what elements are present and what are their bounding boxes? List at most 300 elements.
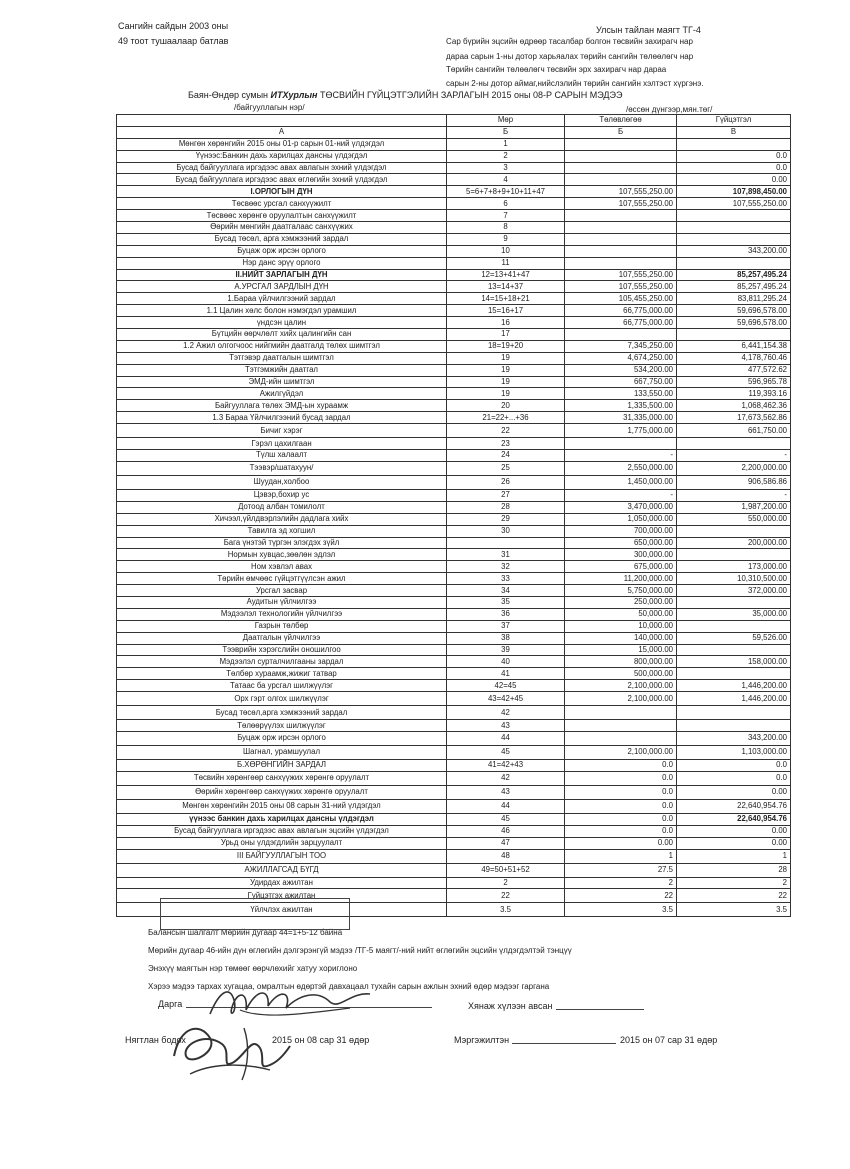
row-line-cell: 1 [447,138,565,150]
row-label-cell: Дотоод албан томилолт [117,501,447,513]
letter-cell: Б [447,126,565,138]
row-label-cell: Тээврийн хэрэгслийн оношилгоо [117,644,447,656]
table-row [117,877,791,889]
row-plan-cell: 0.0 [565,759,677,771]
table-row [117,720,791,732]
row-label-cell: Бусад төсөл, арга хэмжээний зардал [117,233,447,245]
row-line-cell: 19 [447,388,565,400]
row-actual-cell: 0.00 [677,825,791,837]
row-label-cell: ЭМД-ийн шимтгэл [117,376,447,388]
row-line-cell: 5=6+7+8+9+10+11+47 [447,186,565,198]
row-line-cell: 19 [447,376,565,388]
row-line-cell: 20 [447,400,565,412]
row-plan-cell [565,438,677,450]
row-line-cell: 3.5 [447,903,565,917]
row-actual-cell: 0.0 [677,150,791,162]
table-row [117,537,791,549]
row-label-cell: Мэдээлэл сурталчилгааны зардал [117,656,447,668]
row-label-cell: Бусад төсөл,арга хэмжээний зардал [117,706,447,720]
row-label-cell: Мэдээлэл технологийн үйлчилгээ [117,608,447,620]
row-plan-cell [565,138,677,150]
received-signature-line [556,1009,644,1010]
row-label-cell: Тэтгэвэр даатгалын шимтгэл [117,352,447,364]
submission-note-3: Төрийн сангийн төлөөлөгч төсвийн эрх захирагч нар дараа [446,65,667,74]
row-label-cell: ІІ.НИЙТ ЗАРЛАГЫН ДҮН [117,269,447,281]
row-actual-cell [677,138,791,150]
row-plan-cell: 300,000.00 [565,549,677,561]
table-row [117,799,791,813]
row-plan-cell [565,706,677,720]
table-row [117,257,791,269]
row-label-cell: Мөнгөн хөрөнгийн 2015 оны 08 сарын 31-ний үлдэгдэл [117,799,447,813]
table-row [117,596,791,608]
row-line-cell: 47 [447,837,565,849]
row-plan-cell: 675,000.00 [565,561,677,573]
table-row [117,644,791,656]
row-line-cell: 19 [447,352,565,364]
received-signature-label: Хянаж хүлээн авсан [468,1001,553,1011]
row-actual-cell: 1 [677,849,791,863]
row-line-cell: 18=19+20 [447,340,565,352]
row-actual-cell: 85,257,495.24 [677,269,791,281]
deadline-note: Хэрээ мэдээ тархах хугацаа, омралтын өдөртэй давхацаал тухайн сарын ажлын эхний өдөр мэдээг гаргана [148,982,550,991]
row-label-cell: үүнээс банкин дахь харилцах дансны үлдэгдэл [117,813,447,825]
row-actual-cell [677,222,791,234]
letter-cell: Б [565,126,677,138]
row-plan-cell: 0.0 [565,813,677,825]
table-row [117,525,791,537]
row-plan-cell: 1,450,000.00 [565,475,677,489]
row-plan-cell: 1 [565,849,677,863]
row-label-cell: Төсвөөс урсгал санхүүжилт [117,198,447,210]
table-row [117,785,791,799]
row-actual-cell: 0.00 [677,174,791,186]
table-row [117,400,791,412]
row-label-cell: Төсвөөс хөрөнгө оруулалтын санхүүжилт [117,210,447,222]
row-actual-cell: 85,257,495.24 [677,281,791,293]
row-plan-cell [565,245,677,257]
row-actual-cell: 59,526.00 [677,632,791,644]
table-row [117,174,791,186]
row-line-cell: 44 [447,799,565,813]
table-row [117,863,791,877]
row-label-cell: Урьд оны үлдэгдлийн зарцуулалт [117,837,447,849]
table-row [117,269,791,281]
balance-check-note: Балансын шалгалт Мөрийн дугаар 44=1+5-12 байна [148,928,343,937]
row-plan-cell [565,720,677,732]
row-actual-cell: 0.00 [677,837,791,849]
row-plan-cell: 0.0 [565,785,677,799]
form-change-note: Энэхүү маягтын нэр төмөөг өөрчлөхийг хатуу хориглоно [148,964,358,973]
row-line-cell: 34 [447,585,565,597]
row-line-cell: 23 [447,438,565,450]
report-title [188,89,622,101]
row-actual-cell: 661,750.00 [677,424,791,438]
table-row [117,305,791,317]
submission-note-1: Сар бүрийн эцсийн өдрөөр тасалбар болгон төсвийн захирагч нар [446,37,693,46]
row-line-cell: 19 [447,364,565,376]
row-label-cell: Татаас ба урсгал шилжүүлэг [117,680,447,692]
row-line-cell: 48 [447,849,565,863]
row-label-cell: Бичиг хэрэг [117,424,447,438]
row-plan-cell: 2,100,000.00 [565,692,677,706]
row-line-cell: 22 [447,889,565,903]
row-label-cell: Шагнал, урамшуулал [117,745,447,759]
row-actual-cell: 107,555,250.00 [677,198,791,210]
row-line-cell: 42=45 [447,680,565,692]
table-row [117,706,791,720]
row-line-cell: 39 [447,644,565,656]
head-signature-label: Дарга [158,999,183,1009]
stamp-frame [160,898,350,930]
row-line-cell: 43 [447,785,565,799]
organization-name: ИТХурлын [270,90,318,100]
row-actual-cell: 59,696,578.00 [677,305,791,317]
table-row [117,281,791,293]
row-line-cell: 38 [447,632,565,644]
header-cell-line: Мөр [447,115,565,127]
row-actual-cell: 59,696,578.00 [677,317,791,329]
row-actual-cell: 0.0 [677,162,791,174]
specialist-signature-line [512,1043,616,1044]
row-label-cell: 1.1 Цалин хөлс болон нэмэгдэл урамшил [117,305,447,317]
row-line-cell: 27 [447,489,565,501]
row-actual-cell: 343,200.00 [677,731,791,745]
submission-note-4: сарын 2-ны дотор аймаг,нийслэлийн төрийн сангийн хэлтэст хүргэнэ. [446,79,704,88]
row-label-cell: Үйлчлэх ажилтан [117,903,447,917]
row-line-cell: 35 [447,596,565,608]
table-row [117,222,791,234]
row-label-cell: Буцаж орж ирсэн орлого [117,245,447,257]
row-plan-cell: 22 [565,889,677,903]
table-row [117,424,791,438]
row-plan-cell [565,222,677,234]
row-line-cell: 41=42+43 [447,759,565,771]
row-plan-cell: 1,335,500.00 [565,400,677,412]
row-label-cell: Тээвэр/шатахуун/ [117,461,447,475]
row-actual-cell: 158,000.00 [677,656,791,668]
row-actual-cell [677,644,791,656]
row-plan-cell: 2,100,000.00 [565,680,677,692]
row-plan-cell: 5,750,000.00 [565,585,677,597]
row-label-cell: Б.ХӨРӨНГИЙН ЗАРДАЛ [117,759,447,771]
row-plan-cell: 0.00 [565,837,677,849]
row-line-cell: 37 [447,620,565,632]
row-line-cell: 2 [447,150,565,162]
row-actual-cell [677,596,791,608]
row-plan-cell: 105,455,250.00 [565,293,677,305]
row-line-cell: 25 [447,461,565,475]
row-label-cell: Үүнээс:Банкин дахь харилцах дансны үлдэгдэл [117,150,447,162]
row-plan-cell: 250,000.00 [565,596,677,608]
row-label-cell: Гэрэл цахилгаан [117,438,447,450]
specialist-date: 2015 он 07 сар 31 өдөр [620,1035,718,1045]
row-plan-cell: - [565,450,677,462]
row-actual-cell: 173,000.00 [677,561,791,573]
row-label-cell: Бусад байгууллага иргэдээс авах авлагын эхний үлдэгдэл [117,162,447,174]
row-label-cell: Бусад байгууллага иргэдээс авах авлагын эцсийн үлдэгдэл [117,825,447,837]
row-label-cell: Нэр данс эрүү орлого [117,257,447,269]
row-actual-cell: 28 [677,863,791,877]
row-label-cell: Гүйцэтгэх ажилтан [117,889,447,903]
row-label-cell: Төлөөрүүлэх шилжүүлэг [117,720,447,732]
table-row [117,461,791,475]
row-actual-cell [677,233,791,245]
header-cell-label [117,115,447,127]
row-plan-cell: 66,775,000.00 [565,317,677,329]
row-label-cell: Байгууллага төлөх ЭМД-ын хураамж [117,400,447,412]
row-actual-cell: 372,000.00 [677,585,791,597]
table-row [117,317,791,329]
row-actual-cell: 1,068,462.36 [677,400,791,412]
table-row [117,549,791,561]
row-label-cell: 1.Бараа үйлчилгээний зардал [117,293,447,305]
row-actual-cell: 477,572.62 [677,364,791,376]
row-line-cell: 16 [447,317,565,329]
row-actual-cell: 22 [677,889,791,903]
row-line-cell: 28 [447,501,565,513]
row-line-cell: 4 [447,174,565,186]
table-row [117,162,791,174]
row-plan-cell: 667,750.00 [565,376,677,388]
row-label-cell: Удирдах ажилтан [117,877,447,889]
row-label-cell: Цэвэр,бохир ус [117,489,447,501]
table-row [117,186,791,198]
row-line-cell: 30 [447,525,565,537]
row-actual-cell: 1,103,000.00 [677,745,791,759]
table-row [117,450,791,462]
row-line-cell: 6 [447,198,565,210]
accountant-signature [160,1016,300,1091]
table-row [117,233,791,245]
row-label-cell: А.УРСГАЛ ЗАРДЛЫН ДҮН [117,281,447,293]
row-actual-cell: 0.00 [677,785,791,799]
table-row [117,680,791,692]
table-row [117,501,791,513]
row-line-cell: 32 [447,561,565,573]
row-plan-cell: 140,000.00 [565,632,677,644]
row-label-cell: Хичээл,үйлдвэрлэлийн дадлага хийх [117,513,447,525]
row-label-cell: Тавилга эд хогшил [117,525,447,537]
row-line-cell: 11 [447,257,565,269]
row-plan-cell: 0.0 [565,825,677,837]
row-label-cell: Төлбөр хураамж,жижиг татвар [117,668,447,680]
header-cell-plan: Төлөвлөгөө [565,115,677,127]
row-plan-cell: 50,000.00 [565,608,677,620]
row-actual-cell: 119,393.16 [677,388,791,400]
title-prefix: Баян-Өндөр сумын [188,90,269,100]
table-row [117,759,791,771]
row-plan-cell: 4,674,250.00 [565,352,677,364]
row-actual-cell: 22,640,954.76 [677,799,791,813]
row-actual-cell [677,620,791,632]
row-plan-cell [565,233,677,245]
row-plan-cell [565,731,677,745]
row-label-cell: Орх гэрт олгох шилжүүлэг [117,692,447,706]
row-actual-cell: - [677,450,791,462]
table-row [117,376,791,388]
row-label-cell: Тэтгэмжийн даатгал [117,364,447,376]
row-plan-cell [565,150,677,162]
approval-line-1: Сангийн сайдын 2003 оны [118,21,229,31]
row-line-cell: 22 [447,424,565,438]
row-plan-cell: 0.0 [565,771,677,785]
row-actual-cell [677,210,791,222]
row-label-cell: Буцаж орж ирсэн орлого [117,731,447,745]
row-line-cell: 8 [447,222,565,234]
table-row [117,513,791,525]
row-plan-cell [565,162,677,174]
accountant-signature-label: Нягтлан бодох [125,1035,186,1045]
row-actual-cell: 2,200,000.00 [677,461,791,475]
row-label-cell: Урсгал засвар [117,585,447,597]
table-row [117,608,791,620]
row-actual-cell [677,668,791,680]
row-line-cell: 31 [447,549,565,561]
title-text: ТӨСВИЙН ГҮЙЦЭТГЭЛИЙН ЗАРЛАГЫН 2015 оны 08-Р САРЫН МЭДЭЭ [320,90,623,100]
row-actual-cell [677,525,791,537]
row-line-cell: 24 [447,450,565,462]
row-actual-cell: 83,811,295.24 [677,293,791,305]
table-row [117,620,791,632]
row-actual-cell: 0.0 [677,771,791,785]
row-label-cell: Түлш халаалт [117,450,447,462]
row-actual-cell: 6,441,154.38 [677,340,791,352]
table-header-row [117,115,791,127]
specialist-signature-label: Мэргэжилтэн [454,1035,510,1045]
row-line-cell: 10 [447,245,565,257]
row-actual-cell: 22,640,954.76 [677,813,791,825]
row-plan-cell [565,329,677,341]
row-line-cell: 26 [447,475,565,489]
row-label-cell: Ажилгүйдэл [117,388,447,400]
row-plan-cell: 107,555,250.00 [565,269,677,281]
row-plan-cell: 1,775,000.00 [565,424,677,438]
row-line-cell: 17 [447,329,565,341]
row-label-cell: ІІІ БАЙГУУЛЛАГЫН ТОО [117,849,447,863]
row-line-cell: 41 [447,668,565,680]
table-row [117,771,791,785]
row-label-cell: Аудитын үйлчилгээ [117,596,447,608]
table-row [117,475,791,489]
payables-check-note: Мөрийн дугаар 46-ийн дүн өглөгийн дэлгэрэнгүй мэдээ /ТГ-5 маягт/-ний нийт өглөгийн эцсийн үлдэгдэлтэй тэнцүү [148,946,572,955]
row-label-cell: Төрийн өмчөөс гүйцэтгүүлсэн ажил [117,573,447,585]
row-actual-cell [677,257,791,269]
letter-cell: А [117,126,447,138]
row-label-cell: Даатгалын үйлчилгээ [117,632,447,644]
row-plan-cell: 107,555,250.00 [565,198,677,210]
row-plan-cell: 2,550,000.00 [565,461,677,475]
row-actual-cell [677,329,791,341]
row-actual-cell: 200,000.00 [677,537,791,549]
table-body [117,138,791,917]
row-label-cell: Мөнгөн хөрөнгийн 2015 оны 01-р сарын 01-ний үлдэгдэл [117,138,447,150]
table-row [117,150,791,162]
row-plan-cell: 500,000.00 [565,668,677,680]
row-actual-cell: - [677,489,791,501]
row-label-cell: 1.2 Ажил олгогчоос нийгмийн даатгалд төлөх шимтгэл [117,340,447,352]
table-row [117,293,791,305]
row-line-cell: 44 [447,731,565,745]
row-actual-cell: 35,000.00 [677,608,791,620]
table-row [117,245,791,257]
row-plan-cell: 7,345,250.00 [565,340,677,352]
row-label-cell: І.ОРЛОГЫН ДҮН [117,186,447,198]
row-plan-cell: 0.0 [565,799,677,813]
row-line-cell: 7 [447,210,565,222]
row-plan-cell: 3.5 [565,903,677,917]
row-line-cell: 3 [447,162,565,174]
accountant-date: 2015 он 08 сар 31 өдөр [272,1035,370,1045]
table-row [117,561,791,573]
row-actual-cell: 17,673,562.86 [677,412,791,424]
row-actual-cell: 1,987,200.00 [677,501,791,513]
row-plan-cell: 2 [565,877,677,889]
row-actual-cell: 550,000.00 [677,513,791,525]
row-actual-cell: 906,586.86 [677,475,791,489]
table-row [117,364,791,376]
table-row [117,573,791,585]
table-row [117,632,791,644]
row-actual-cell [677,549,791,561]
table-row [117,849,791,863]
row-line-cell: 33 [447,573,565,585]
row-label-cell: Шуудан,холбоо [117,475,447,489]
row-line-cell: 45 [447,813,565,825]
table-row [117,438,791,450]
table-row [117,656,791,668]
table-row [117,692,791,706]
row-plan-cell: 107,555,250.00 [565,281,677,293]
row-line-cell: 42 [447,771,565,785]
row-plan-cell: 27.5 [565,863,677,877]
row-label-cell: Бусад байгууллага иргэдээс авах өглөгийн эхний үлдэгдэл [117,174,447,186]
row-plan-cell: 66,775,000.00 [565,305,677,317]
table-row [117,352,791,364]
row-line-cell: 9 [447,233,565,245]
row-plan-cell [565,174,677,186]
row-label-cell: Нормын хувцас,зөөлөн эдлэл [117,549,447,561]
row-line-cell: 49=50+51+52 [447,863,565,877]
row-plan-cell: 31,335,000.00 [565,412,677,424]
row-actual-cell: 596,965.78 [677,376,791,388]
row-actual-cell: 2 [677,877,791,889]
table-row [117,837,791,849]
row-plan-cell: 534,200.00 [565,364,677,376]
table-row [117,210,791,222]
row-actual-cell: 3.5 [677,903,791,917]
table-row [117,138,791,150]
row-line-cell: 21=22+...+36 [447,412,565,424]
table-row [117,825,791,837]
row-line-cell: 42 [447,706,565,720]
approval-line-2: 49 тоот тушаалаар батлав [118,36,229,46]
row-actual-cell: 4,178,760.46 [677,352,791,364]
row-label-cell: Газрын төлбөр [117,620,447,632]
row-line-cell: 12=13+41+47 [447,269,565,281]
row-plan-cell: 800,000.00 [565,656,677,668]
row-label-cell: Ном хэвлэл авах [117,561,447,573]
row-label-cell: Төсвийн хөрөнгөөр санхүүжих хөрөнгө оруулалт [117,771,447,785]
row-plan-cell: 3,470,000.00 [565,501,677,513]
table-row [117,585,791,597]
row-label-cell: АЖИЛЛАГСАД БҮГД [117,863,447,877]
table-row [117,668,791,680]
row-label-cell: Өөрийн мөнгийн даатгалаас санхүүжих [117,222,447,234]
row-line-cell: 46 [447,825,565,837]
row-actual-cell: 1,446,200.00 [677,680,791,692]
row-line-cell: 45 [447,745,565,759]
